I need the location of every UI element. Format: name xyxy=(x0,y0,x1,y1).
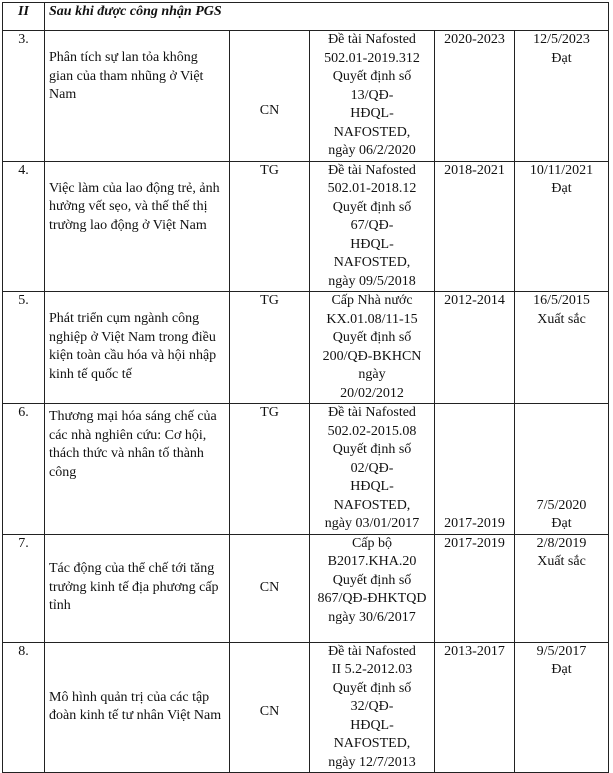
result-cell xyxy=(515,534,609,642)
section-title: Sau khi được công nhận PGS xyxy=(45,3,609,31)
source-line: ngày 12/7/2013 xyxy=(328,754,416,770)
source-line: KX.01.08/11-15 xyxy=(326,311,418,327)
source-cell xyxy=(310,404,435,535)
period-cell: 2018-2021 xyxy=(435,161,515,292)
result-grade: Xuất sắc xyxy=(537,554,586,569)
result-date: 7/5/2020 xyxy=(536,497,587,513)
row-number: 3. xyxy=(3,31,45,162)
source-line: HĐQL-NAFOSTED, xyxy=(333,106,411,140)
source-line: HĐQL-NAFOSTED, xyxy=(333,479,411,513)
project-title-text: Phân tích sự lan tỏa không gian của tham nhũng ở Việt Nam xyxy=(49,50,204,102)
source-cell xyxy=(310,642,435,773)
project-title-text: Thương mại hóa sáng chế của các nhà nghiên cứu: Cơ hội, thách thức và nhân tố thành công xyxy=(49,409,217,480)
source-line: Quyết định số xyxy=(332,330,412,345)
project-title xyxy=(45,404,230,535)
source-line: Quyết định số 32/QĐ- xyxy=(332,680,412,714)
source-line: Quyết định số 02/QĐ- xyxy=(332,442,412,476)
table-row xyxy=(3,31,609,162)
table-row xyxy=(3,534,609,642)
project-title xyxy=(45,534,230,642)
project-title-text: Việc làm của lao động trẻ, ảnh hưởng vết sẹo, và thế thế thị trường lao động ở Việt Nam xyxy=(49,180,220,233)
result-grade: Đạt xyxy=(551,662,572,677)
table-row xyxy=(3,404,609,535)
result-date: 9/5/2017 xyxy=(536,643,587,659)
project-title xyxy=(45,642,230,773)
result-date: 16/5/2015 xyxy=(533,293,590,308)
role-cell xyxy=(230,161,310,292)
source-line: Đề tài Nafosted xyxy=(328,32,416,47)
source-cell xyxy=(310,292,435,404)
period-cell: 2020-2023 xyxy=(435,31,515,162)
role-cell xyxy=(230,534,310,642)
section-number: II xyxy=(3,3,45,31)
source-line: B2017.KHA.20 xyxy=(327,554,417,569)
source-line: Quyết định số 13/QĐ- xyxy=(332,69,412,103)
period-cell: 2012-2014 xyxy=(435,292,515,404)
result-cell xyxy=(515,161,609,292)
table-row xyxy=(3,642,609,773)
source-line: Đề tài Nafosted xyxy=(328,643,416,659)
result-cell xyxy=(515,642,609,773)
result-cell xyxy=(515,292,609,404)
result-date: 2/8/2019 xyxy=(536,535,587,551)
table-row xyxy=(3,292,609,404)
role-text: CN xyxy=(259,704,280,719)
role-cell xyxy=(230,31,310,162)
source-line: ngày 03/01/2017 xyxy=(324,516,420,531)
source-line: Quyết định số xyxy=(332,572,412,588)
row-number: 8. xyxy=(3,642,45,773)
project-title-text: Phát triển cụm ngành công nghiệp ở Việt Nam trong điều kiện toàn cầu hóa và hội nhập kinh tế quốc tế xyxy=(49,311,217,382)
source-line: 20/02/2012 xyxy=(340,385,404,401)
project-title-text: Tác động của thể chế tới tăng trưởng kinh tế địa phương cấp tỉnh xyxy=(49,561,219,614)
period-cell: 2013-2017 xyxy=(435,642,515,773)
projects-table xyxy=(2,2,609,773)
project-title-text: Mô hình quản trị của các tập đoàn kinh tế tư nhân Việt Nam xyxy=(49,689,222,724)
role-text: TG xyxy=(260,293,279,308)
row-number: 5. xyxy=(3,292,45,404)
source-line: Quyết định số 67/QĐ- xyxy=(332,199,412,233)
source-cell xyxy=(310,534,435,642)
row-number: 6. xyxy=(3,404,45,535)
source-line: Đề tài Nafosted xyxy=(328,162,416,178)
role-cell xyxy=(230,292,310,404)
source-line: ngày 30/6/2017 xyxy=(328,609,416,625)
source-cell xyxy=(310,161,435,292)
result-grade: Đạt xyxy=(551,50,572,66)
row-number: 4. xyxy=(3,161,45,292)
period-cell: 2017-2019 xyxy=(435,404,515,535)
source-line: HĐQL-NAFOSTED, xyxy=(333,236,411,270)
result-date: 12/5/2023 xyxy=(533,32,590,47)
role-text: CN xyxy=(259,102,280,118)
result-cell xyxy=(515,31,609,162)
section-header-row xyxy=(3,3,609,31)
source-line: 502.02-2015.08 xyxy=(327,423,417,439)
result-grade: Đạt xyxy=(551,181,572,196)
project-title xyxy=(45,31,230,162)
source-cell xyxy=(310,31,435,162)
role-text: TG xyxy=(260,405,279,420)
source-line: 502.01-2018.12 xyxy=(327,181,417,196)
result-date: 10/11/2021 xyxy=(529,162,594,178)
source-line: ngày 09/5/2018 xyxy=(328,273,416,289)
period-cell: 2017-2019 xyxy=(435,534,515,642)
result-grade: Đạt xyxy=(551,516,572,531)
project-title xyxy=(45,161,230,292)
result-grade: Xuất sắc xyxy=(537,311,586,327)
source-line: Đề tài Nafosted xyxy=(328,405,416,420)
source-line: 200/QĐ-BKHCN ngày xyxy=(322,348,422,382)
source-line: Cấp bộ xyxy=(351,535,393,551)
table-row xyxy=(3,161,609,292)
source-line: ngày 06/2/2020 xyxy=(328,143,416,158)
row-number: 7. xyxy=(3,534,45,642)
project-title xyxy=(45,292,230,404)
role-cell xyxy=(230,404,310,535)
source-line: HĐQL-NAFOSTED, xyxy=(333,717,411,751)
role-text: CN xyxy=(259,579,280,595)
role-text: TG xyxy=(260,162,279,178)
role-cell xyxy=(230,642,310,773)
source-line: Cấp Nhà nước xyxy=(331,293,413,308)
source-line: 502.01-2019.312 xyxy=(324,50,420,66)
source-line: II 5.2-2012.03 xyxy=(331,662,413,677)
source-line: 867/QĐ-ĐHKTQD xyxy=(317,591,427,606)
result-cell xyxy=(515,404,609,535)
